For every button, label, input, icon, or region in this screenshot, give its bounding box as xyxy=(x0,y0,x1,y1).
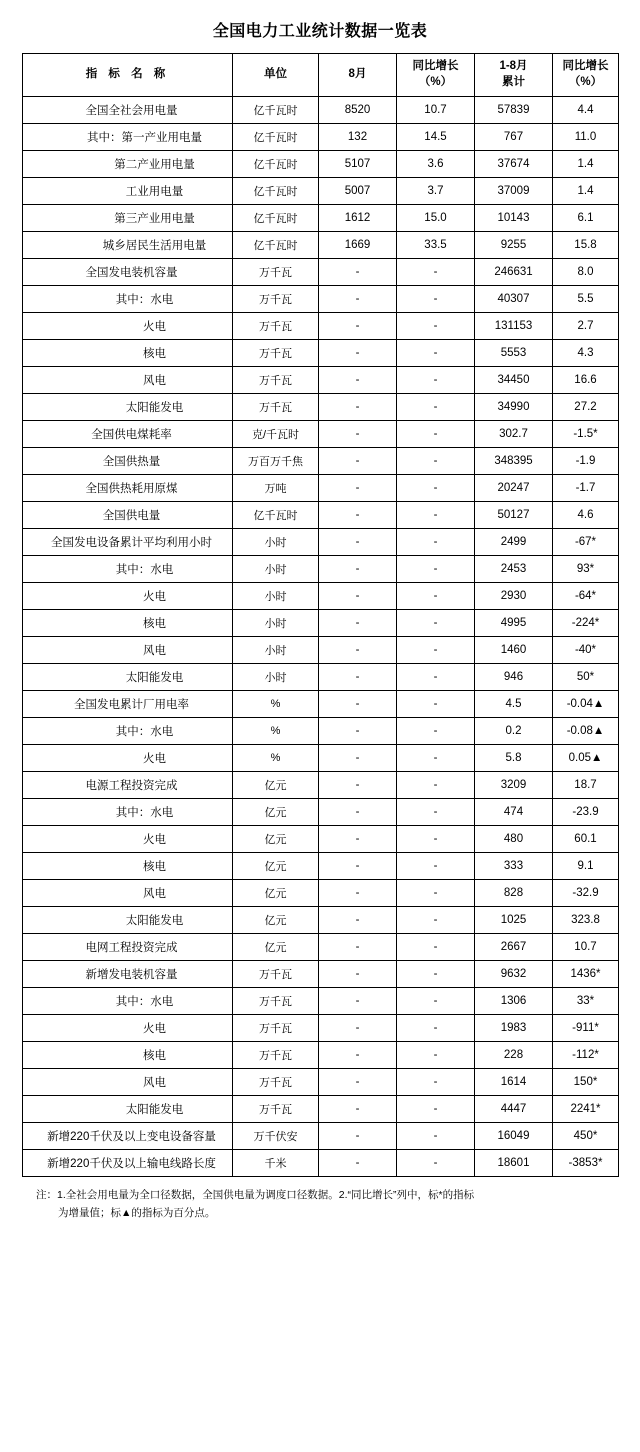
row-month-growth: 14.5 xyxy=(397,124,475,151)
row-month-value: - xyxy=(319,880,397,907)
row-unit: 亿千瓦时 xyxy=(233,232,319,259)
table-row xyxy=(23,799,619,826)
row-cumulative-growth: 450* xyxy=(553,1123,619,1150)
row-cumulative-growth: 4.6 xyxy=(553,502,619,529)
row-unit: 亿千瓦时 xyxy=(233,124,319,151)
row-month-value: - xyxy=(319,259,397,286)
row-unit: 亿元 xyxy=(233,853,319,880)
row-month-value: - xyxy=(319,691,397,718)
table-row xyxy=(23,664,619,691)
row-indicator-name: 工业用电量 xyxy=(23,178,233,205)
table-row xyxy=(23,1150,619,1177)
row-month-value: - xyxy=(319,961,397,988)
table-body xyxy=(23,97,619,1177)
row-indicator-name: 风电 xyxy=(23,367,233,394)
row-indicator-name: 全国供热耗用原煤 xyxy=(23,475,233,502)
row-month-growth: - xyxy=(397,610,475,637)
row-month-value: 132 xyxy=(319,124,397,151)
table-row xyxy=(23,880,619,907)
row-month-value: - xyxy=(319,583,397,610)
row-indicator-name: 全国供热量 xyxy=(23,448,233,475)
row-cumulative-value: 767 xyxy=(475,124,553,151)
row-unit: 万千瓦 xyxy=(233,394,319,421)
row-cumulative-value: 3209 xyxy=(475,772,553,799)
row-cumulative-growth: 0.05▲ xyxy=(553,745,619,772)
row-cumulative-growth: 1.4 xyxy=(553,178,619,205)
table-row xyxy=(23,205,619,232)
row-month-value: - xyxy=(319,1069,397,1096)
row-month-value: - xyxy=(319,556,397,583)
row-indicator-name: 太阳能发电 xyxy=(23,394,233,421)
row-month-growth: - xyxy=(397,691,475,718)
table-row xyxy=(23,286,619,313)
table-row xyxy=(23,934,619,961)
row-unit: 亿千瓦时 xyxy=(233,178,319,205)
row-unit: % xyxy=(233,745,319,772)
row-unit: 克/千瓦时 xyxy=(233,421,319,448)
row-cumulative-growth: -1.9 xyxy=(553,448,619,475)
row-cumulative-growth: -32.9 xyxy=(553,880,619,907)
row-month-value: - xyxy=(319,745,397,772)
row-month-growth: - xyxy=(397,907,475,934)
table-row xyxy=(23,151,619,178)
row-indicator-name: 核电 xyxy=(23,610,233,637)
row-indicator-name: 风电 xyxy=(23,637,233,664)
row-cumulative-value: 9255 xyxy=(475,232,553,259)
row-cumulative-value: 2930 xyxy=(475,583,553,610)
row-month-growth: - xyxy=(397,826,475,853)
row-indicator-name: 电网工程投资完成 xyxy=(23,934,233,961)
row-month-value: - xyxy=(319,718,397,745)
row-indicator-name: 核电 xyxy=(23,1042,233,1069)
row-cumulative-growth: -0.04▲ xyxy=(553,691,619,718)
row-cumulative-value: 37009 xyxy=(475,178,553,205)
row-cumulative-growth: -1.7 xyxy=(553,475,619,502)
row-indicator-name: 全国发电设备累计平均利用小时 xyxy=(23,529,233,556)
row-cumulative-growth: -23.9 xyxy=(553,799,619,826)
row-cumulative-growth: -0.08▲ xyxy=(553,718,619,745)
row-unit: 万吨 xyxy=(233,475,319,502)
row-unit: 万百万千焦 xyxy=(233,448,319,475)
row-cumulative-value: 228 xyxy=(475,1042,553,1069)
row-unit: 亿千瓦时 xyxy=(233,502,319,529)
row-month-value: - xyxy=(319,907,397,934)
table-notes xyxy=(22,1186,618,1223)
row-cumulative-value: 4447 xyxy=(475,1096,553,1123)
row-unit: 小时 xyxy=(233,583,319,610)
row-cumulative-value: 40307 xyxy=(475,286,553,313)
row-unit: 小时 xyxy=(233,529,319,556)
table-row xyxy=(23,556,619,583)
row-cumulative-growth: -40* xyxy=(553,637,619,664)
column-header-cumulative-growth: 同比增长 （%） xyxy=(553,54,619,97)
row-month-value: - xyxy=(319,637,397,664)
row-indicator-name: 太阳能发电 xyxy=(23,1096,233,1123)
row-month-value: - xyxy=(319,1123,397,1150)
row-indicator-name: 全国发电累计厂用电率 xyxy=(23,691,233,718)
table-row xyxy=(23,313,619,340)
table-row xyxy=(23,1042,619,1069)
row-cumulative-growth: -224* xyxy=(553,610,619,637)
row-unit: 万千瓦 xyxy=(233,1096,319,1123)
row-month-growth: - xyxy=(397,286,475,313)
row-cumulative-growth: -3853* xyxy=(553,1150,619,1177)
row-month-growth: - xyxy=(397,853,475,880)
row-month-value: 1612 xyxy=(319,205,397,232)
row-month-value: - xyxy=(319,853,397,880)
row-cumulative-growth: 18.7 xyxy=(553,772,619,799)
row-cumulative-growth: 1.4 xyxy=(553,151,619,178)
row-unit: 亿元 xyxy=(233,907,319,934)
row-indicator-name: 其中：水电 xyxy=(23,286,233,313)
row-unit: 小时 xyxy=(233,556,319,583)
row-unit: 亿元 xyxy=(233,772,319,799)
row-cumulative-growth: 150* xyxy=(553,1069,619,1096)
row-month-growth: - xyxy=(397,988,475,1015)
table-row xyxy=(23,745,619,772)
row-cumulative-growth: 2.7 xyxy=(553,313,619,340)
row-month-value: - xyxy=(319,529,397,556)
row-unit: 亿元 xyxy=(233,826,319,853)
row-month-growth: - xyxy=(397,502,475,529)
row-unit: 万千瓦 xyxy=(233,367,319,394)
row-unit: 亿千瓦时 xyxy=(233,97,319,124)
row-cumulative-value: 4995 xyxy=(475,610,553,637)
row-month-value: - xyxy=(319,286,397,313)
row-unit: 亿元 xyxy=(233,934,319,961)
row-month-growth: - xyxy=(397,772,475,799)
row-month-growth: - xyxy=(397,880,475,907)
row-indicator-name: 核电 xyxy=(23,340,233,367)
row-month-value: - xyxy=(319,394,397,421)
row-unit: 万千瓦 xyxy=(233,259,319,286)
row-cumulative-value: 246631 xyxy=(475,259,553,286)
table-row xyxy=(23,259,619,286)
row-month-growth: - xyxy=(397,367,475,394)
row-month-value: - xyxy=(319,988,397,1015)
row-month-growth: - xyxy=(397,799,475,826)
row-cumulative-growth: 6.1 xyxy=(553,205,619,232)
row-month-value: - xyxy=(319,313,397,340)
row-unit: 万千瓦 xyxy=(233,286,319,313)
row-unit: % xyxy=(233,691,319,718)
row-month-growth: 33.5 xyxy=(397,232,475,259)
row-month-growth: - xyxy=(397,475,475,502)
table-row xyxy=(23,529,619,556)
row-cumulative-growth: -1.5* xyxy=(553,421,619,448)
row-cumulative-value: 5553 xyxy=(475,340,553,367)
row-cumulative-value: 5.8 xyxy=(475,745,553,772)
row-cumulative-value: 37674 xyxy=(475,151,553,178)
row-month-value: - xyxy=(319,1042,397,1069)
row-month-growth: - xyxy=(397,340,475,367)
row-cumulative-growth: 4.4 xyxy=(553,97,619,124)
row-cumulative-growth: -911* xyxy=(553,1015,619,1042)
row-month-growth: - xyxy=(397,259,475,286)
row-unit: 万千瓦 xyxy=(233,1042,319,1069)
table-row xyxy=(23,340,619,367)
row-month-growth: - xyxy=(397,529,475,556)
row-indicator-name: 太阳能发电 xyxy=(23,664,233,691)
statistics-table xyxy=(22,53,619,1177)
row-month-value: 1669 xyxy=(319,232,397,259)
row-unit: 万千瓦 xyxy=(233,961,319,988)
row-cumulative-value: 131153 xyxy=(475,313,553,340)
column-header-indicator: 指 标 名 称 xyxy=(23,54,233,97)
row-indicator-name: 风电 xyxy=(23,880,233,907)
table-row xyxy=(23,826,619,853)
table-row xyxy=(23,637,619,664)
row-month-growth: - xyxy=(397,556,475,583)
row-cumulative-value: 34450 xyxy=(475,367,553,394)
row-cumulative-value: 57839 xyxy=(475,97,553,124)
row-indicator-name: 火电 xyxy=(23,745,233,772)
row-month-growth: - xyxy=(397,961,475,988)
table-row xyxy=(23,1015,619,1042)
row-indicator-name: 火电 xyxy=(23,1015,233,1042)
row-cumulative-value: 4.5 xyxy=(475,691,553,718)
row-indicator-name: 新增发电装机容量 xyxy=(23,961,233,988)
row-month-value: 8520 xyxy=(319,97,397,124)
row-unit: 万千瓦 xyxy=(233,313,319,340)
row-cumulative-growth: 16.6 xyxy=(553,367,619,394)
table-row xyxy=(23,475,619,502)
row-indicator-name: 城乡居民生活用电量 xyxy=(23,232,233,259)
row-unit: 小时 xyxy=(233,637,319,664)
table-row xyxy=(23,907,619,934)
row-month-value: - xyxy=(319,1096,397,1123)
row-cumulative-value: 1460 xyxy=(475,637,553,664)
row-cumulative-value: 302.7 xyxy=(475,421,553,448)
row-indicator-name: 电源工程投资完成 xyxy=(23,772,233,799)
row-cumulative-value: 1983 xyxy=(475,1015,553,1042)
table-row xyxy=(23,232,619,259)
row-indicator-name: 火电 xyxy=(23,826,233,853)
row-cumulative-growth: -67* xyxy=(553,529,619,556)
row-cumulative-growth: 50* xyxy=(553,664,619,691)
row-cumulative-value: 2499 xyxy=(475,529,553,556)
row-cumulative-growth: 27.2 xyxy=(553,394,619,421)
table-row xyxy=(23,853,619,880)
row-month-growth: - xyxy=(397,664,475,691)
row-month-value: 5007 xyxy=(319,178,397,205)
row-cumulative-value: 0.2 xyxy=(475,718,553,745)
row-month-value: 5107 xyxy=(319,151,397,178)
row-indicator-name: 其中：水电 xyxy=(23,718,233,745)
row-cumulative-value: 1025 xyxy=(475,907,553,934)
row-cumulative-value: 2453 xyxy=(475,556,553,583)
note-line-1: 注：1.全社会用电量为全口径数据，全国供电量为调度口径数据。2.“同比增长”列中，标*的指标 xyxy=(36,1189,475,1201)
table-row xyxy=(23,448,619,475)
row-cumulative-value: 828 xyxy=(475,880,553,907)
row-month-growth: - xyxy=(397,583,475,610)
row-indicator-name: 核电 xyxy=(23,853,233,880)
table-row xyxy=(23,97,619,124)
table-row xyxy=(23,124,619,151)
table-row xyxy=(23,988,619,1015)
row-indicator-name: 第二产业用电量 xyxy=(23,151,233,178)
row-month-growth: - xyxy=(397,934,475,961)
row-cumulative-value: 20247 xyxy=(475,475,553,502)
table-row xyxy=(23,1096,619,1123)
row-month-growth: - xyxy=(397,637,475,664)
row-month-value: - xyxy=(319,448,397,475)
row-indicator-name: 其中：水电 xyxy=(23,988,233,1015)
row-month-growth: - xyxy=(397,1150,475,1177)
row-indicator-name: 其中：水电 xyxy=(23,556,233,583)
column-header-month: 8月 xyxy=(319,54,397,97)
row-indicator-name: 其中：水电 xyxy=(23,799,233,826)
row-month-growth: - xyxy=(397,718,475,745)
row-cumulative-growth: 4.3 xyxy=(553,340,619,367)
row-month-growth: - xyxy=(397,1015,475,1042)
row-unit: 亿千瓦时 xyxy=(233,205,319,232)
row-cumulative-value: 333 xyxy=(475,853,553,880)
row-month-growth: - xyxy=(397,1123,475,1150)
row-unit: 万千瓦 xyxy=(233,1069,319,1096)
column-header-unit: 单位 xyxy=(233,54,319,97)
row-cumulative-growth: 10.7 xyxy=(553,934,619,961)
row-cumulative-growth: 2241* xyxy=(553,1096,619,1123)
row-unit: 小时 xyxy=(233,664,319,691)
row-cumulative-growth: 323.8 xyxy=(553,907,619,934)
row-unit: 万千瓦 xyxy=(233,1015,319,1042)
row-indicator-name: 全国全社会用电量 xyxy=(23,97,233,124)
row-unit: 千米 xyxy=(233,1150,319,1177)
row-unit: % xyxy=(233,718,319,745)
row-unit: 小时 xyxy=(233,610,319,637)
row-month-value: - xyxy=(319,421,397,448)
page-title: 全国电力工业统计数据一览表 xyxy=(212,23,428,40)
row-indicator-name: 火电 xyxy=(23,583,233,610)
row-month-value: - xyxy=(319,475,397,502)
row-cumulative-growth: 33* xyxy=(553,988,619,1015)
row-cumulative-growth: 1436* xyxy=(553,961,619,988)
row-cumulative-value: 1306 xyxy=(475,988,553,1015)
row-unit: 亿千瓦时 xyxy=(233,151,319,178)
table-row xyxy=(23,394,619,421)
row-cumulative-value: 474 xyxy=(475,799,553,826)
table-header-row xyxy=(23,54,619,97)
row-month-value: - xyxy=(319,664,397,691)
table-row xyxy=(23,610,619,637)
row-month-growth: 3.7 xyxy=(397,178,475,205)
row-indicator-name: 新增220千伏及以上输电线路长度 xyxy=(23,1150,233,1177)
row-cumulative-growth: 11.0 xyxy=(553,124,619,151)
row-unit: 万千伏安 xyxy=(233,1123,319,1150)
row-indicator-name: 第三产业用电量 xyxy=(23,205,233,232)
table-row xyxy=(23,421,619,448)
table-row xyxy=(23,1123,619,1150)
row-cumulative-value: 348395 xyxy=(475,448,553,475)
row-cumulative-value: 946 xyxy=(475,664,553,691)
table-row xyxy=(23,1069,619,1096)
row-cumulative-value: 480 xyxy=(475,826,553,853)
row-cumulative-value: 18601 xyxy=(475,1150,553,1177)
row-month-value: - xyxy=(319,826,397,853)
row-month-value: - xyxy=(319,799,397,826)
row-cumulative-growth: -64* xyxy=(553,583,619,610)
row-indicator-name: 全国供电量 xyxy=(23,502,233,529)
row-cumulative-value: 1614 xyxy=(475,1069,553,1096)
table-row xyxy=(23,718,619,745)
row-indicator-name: 风电 xyxy=(23,1069,233,1096)
row-indicator-name: 火电 xyxy=(23,313,233,340)
row-indicator-name: 全国发电装机容量 xyxy=(23,259,233,286)
row-cumulative-value: 34990 xyxy=(475,394,553,421)
column-header-cumulative: 1-8月 累计 xyxy=(475,54,553,97)
row-month-growth: 15.0 xyxy=(397,205,475,232)
row-month-value: - xyxy=(319,610,397,637)
row-month-value: - xyxy=(319,340,397,367)
row-month-growth: - xyxy=(397,394,475,421)
row-month-growth: - xyxy=(397,1042,475,1069)
row-unit: 亿元 xyxy=(233,880,319,907)
row-month-value: - xyxy=(319,934,397,961)
table-row xyxy=(23,367,619,394)
row-month-value: - xyxy=(319,502,397,529)
row-cumulative-value: 2667 xyxy=(475,934,553,961)
row-cumulative-growth: 5.5 xyxy=(553,286,619,313)
row-month-growth: - xyxy=(397,745,475,772)
row-month-growth: - xyxy=(397,1069,475,1096)
table-row xyxy=(23,583,619,610)
table-row xyxy=(23,961,619,988)
row-cumulative-value: 16049 xyxy=(475,1123,553,1150)
row-indicator-name: 其中：第一产业用电量 xyxy=(23,124,233,151)
row-unit: 亿元 xyxy=(233,799,319,826)
row-month-growth: - xyxy=(397,313,475,340)
row-cumulative-value: 10143 xyxy=(475,205,553,232)
row-month-value: - xyxy=(319,1015,397,1042)
row-cumulative-growth: -112* xyxy=(553,1042,619,1069)
row-cumulative-value: 9632 xyxy=(475,961,553,988)
row-month-growth: 10.7 xyxy=(397,97,475,124)
row-indicator-name: 全国供电煤耗率 xyxy=(23,421,233,448)
row-month-growth: 3.6 xyxy=(397,151,475,178)
note-line-2: 为增量值；标▲的指标为百分点。 xyxy=(58,1207,216,1220)
row-cumulative-growth: 60.1 xyxy=(553,826,619,853)
table-row xyxy=(23,178,619,205)
row-indicator-name: 新增220千伏及以上变电设备容量 xyxy=(23,1123,233,1150)
row-cumulative-growth: 15.8 xyxy=(553,232,619,259)
row-indicator-name: 太阳能发电 xyxy=(23,907,233,934)
row-month-growth: - xyxy=(397,1096,475,1123)
row-cumulative-growth: 8.0 xyxy=(553,259,619,286)
row-month-growth: - xyxy=(397,448,475,475)
row-month-value: - xyxy=(319,772,397,799)
row-cumulative-growth: 93* xyxy=(553,556,619,583)
row-unit: 万千瓦 xyxy=(233,988,319,1015)
row-cumulative-growth: 9.1 xyxy=(553,853,619,880)
table-row xyxy=(23,691,619,718)
row-cumulative-value: 50127 xyxy=(475,502,553,529)
column-header-month-growth: 同比增长 （%） xyxy=(397,54,475,97)
table-row xyxy=(23,772,619,799)
table-row xyxy=(23,502,619,529)
row-month-growth: - xyxy=(397,421,475,448)
row-month-value: - xyxy=(319,1150,397,1177)
row-unit: 万千瓦 xyxy=(233,340,319,367)
row-month-value: - xyxy=(319,367,397,394)
